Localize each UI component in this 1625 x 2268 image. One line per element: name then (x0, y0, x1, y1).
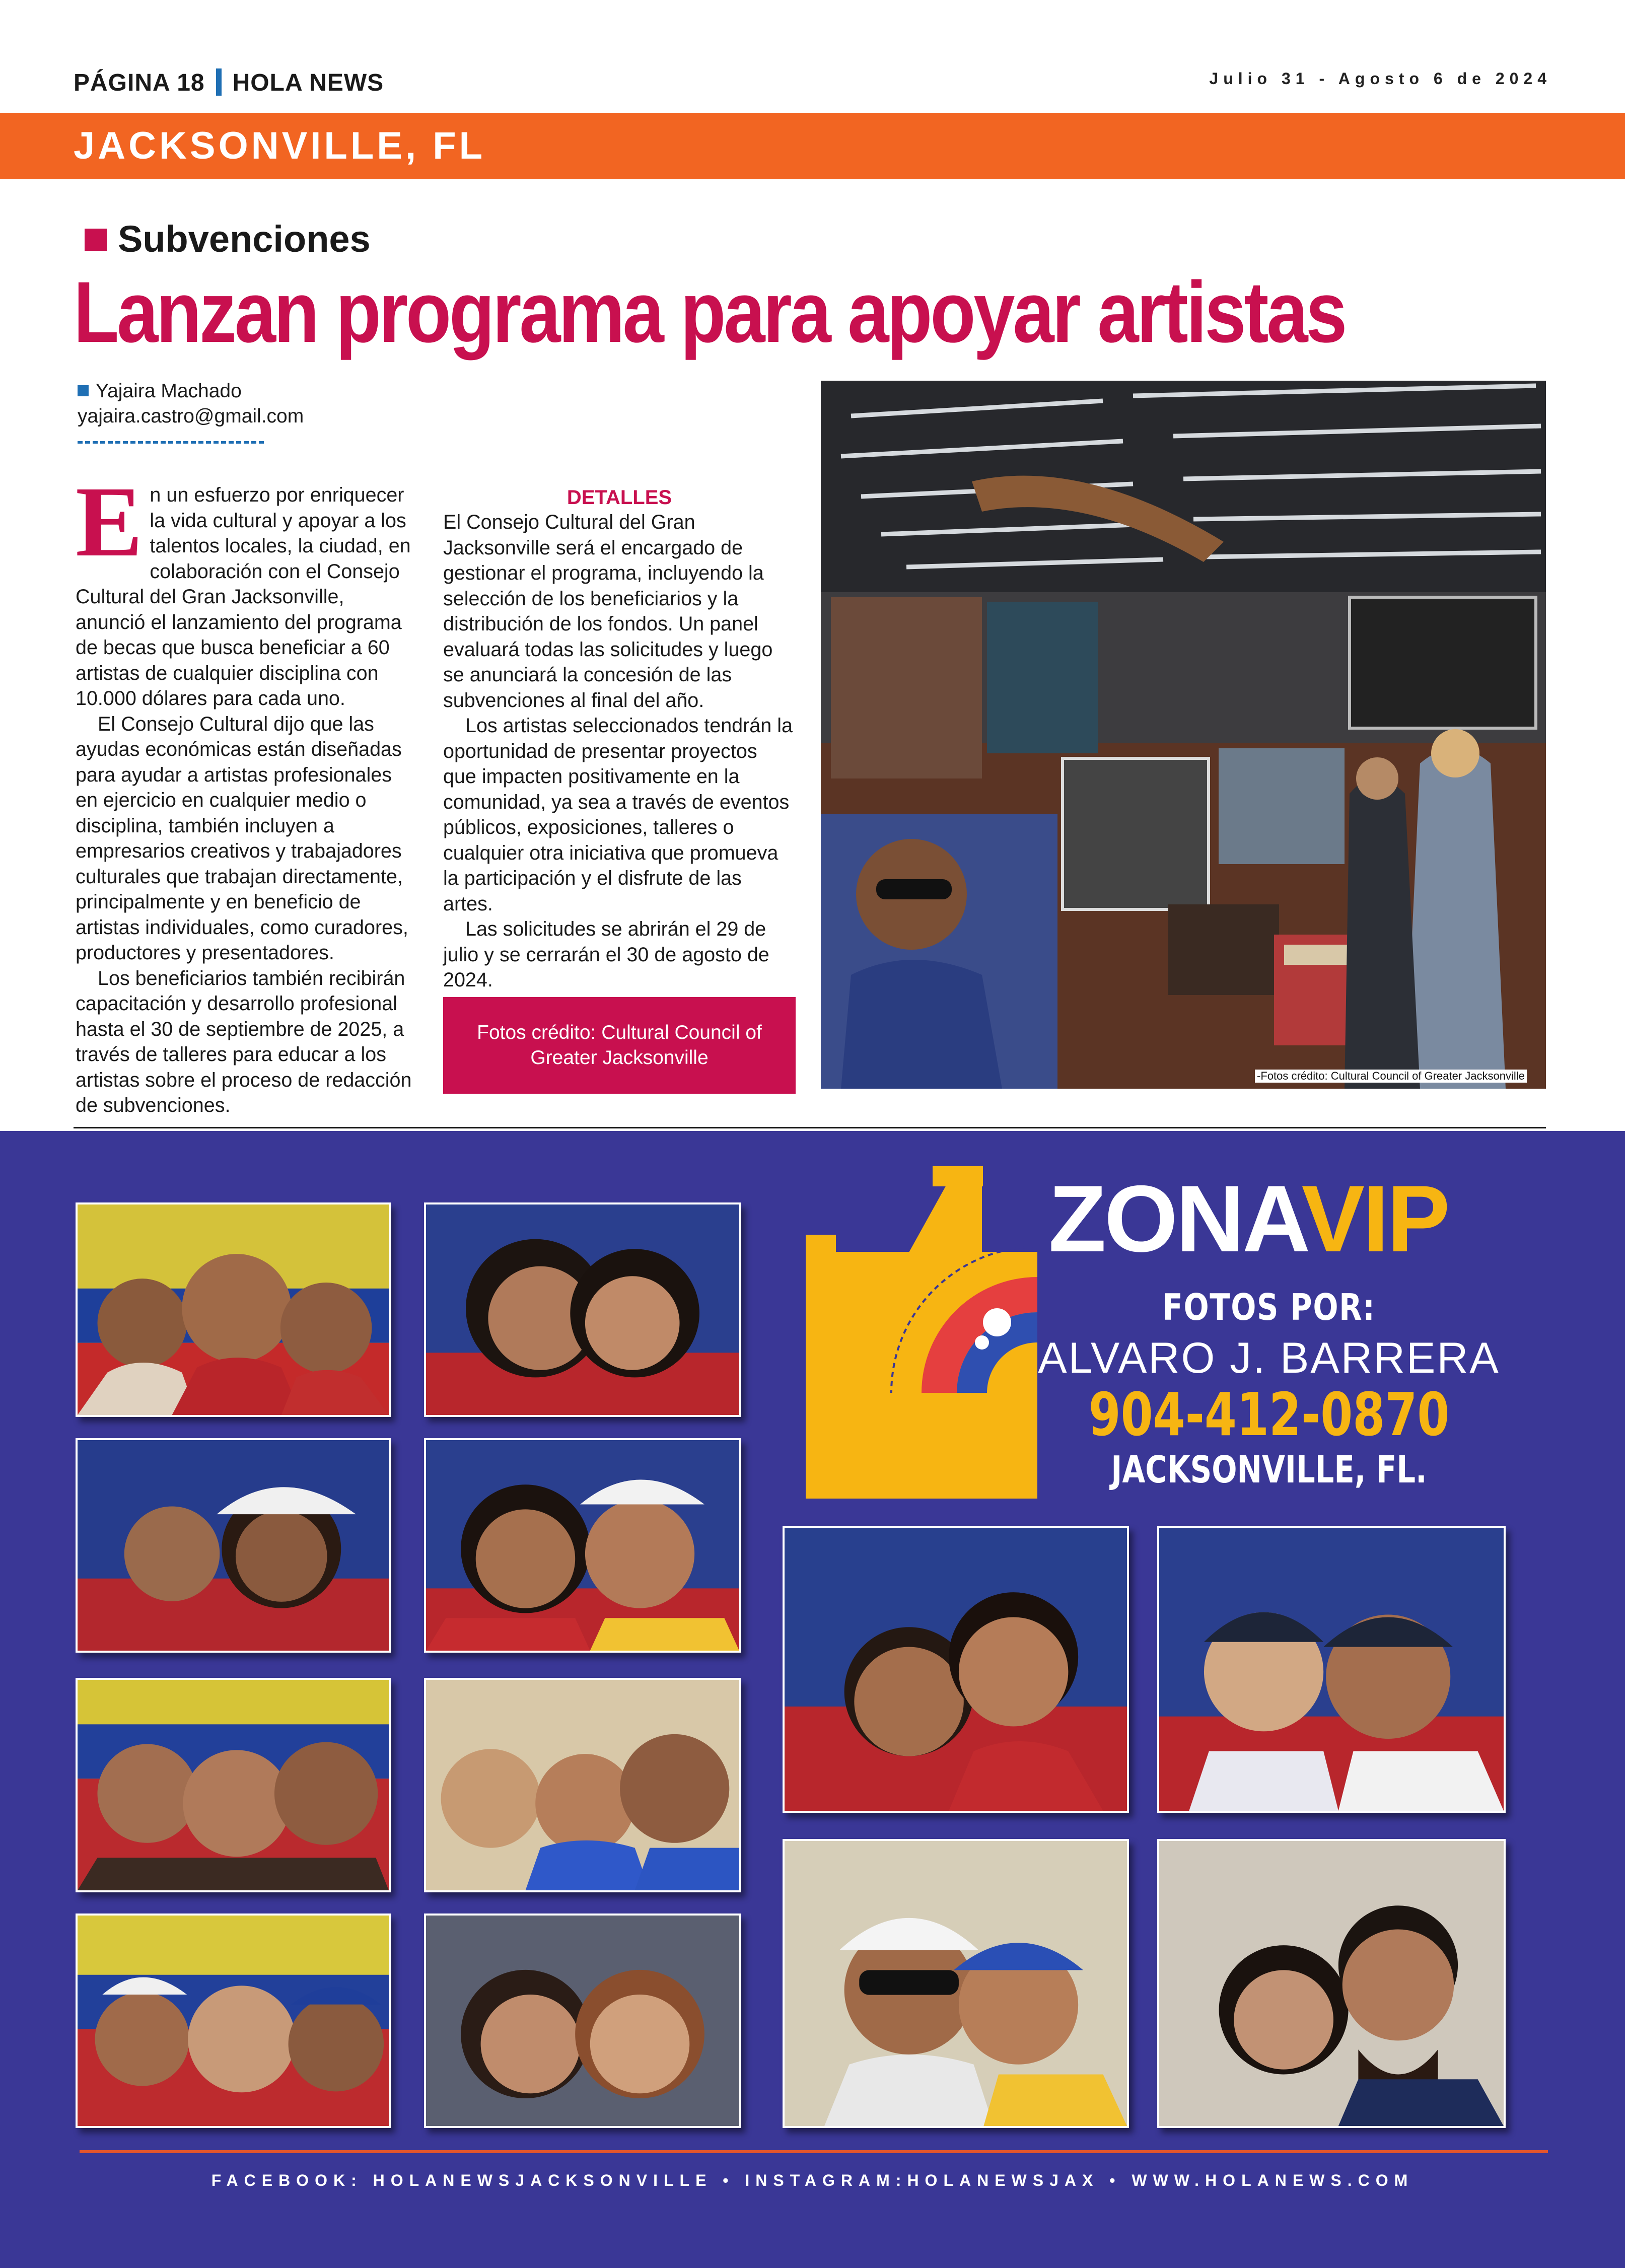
issue-date: Julio 31 - Agosto 6 de 2024 (1209, 69, 1551, 88)
article-subhead: DETALLES (567, 486, 672, 509)
photo-tile-1-image (78, 1204, 389, 1415)
photo-tile-3-image (78, 1440, 389, 1651)
article-photo-exhibit-hall (821, 381, 1546, 1089)
photo-tile-12-image (1159, 1841, 1504, 2126)
camera-logo-graphic (806, 1166, 1037, 1499)
fotos-por-label: FOTOS POR: (1162, 1286, 1376, 1328)
drop-cap: E (76, 466, 143, 578)
zona-word: ZONA (1048, 1166, 1302, 1271)
kicker-square-icon (85, 229, 107, 251)
author-name: Yajaira Machado (96, 380, 242, 402)
kicker-label: Subvenciones (118, 218, 371, 260)
photo-tile-12 (1157, 1839, 1506, 2128)
paragraph-3-text: Los beneficiarios también recibirán capacitación y desarrollo profesional hasta el 30 de septiembre de 2025, a través de talleres para educar a los artistas sobre el proceso de redacción de subvenciones. (76, 967, 412, 1116)
byline-rule (78, 441, 264, 444)
article-column-2 (443, 379, 796, 993)
main-photo-caption: -Fotos crédito: Cultural Council of Greater Jacksonville (1255, 1070, 1527, 1083)
photo-tile-3 (76, 1438, 391, 1653)
photo-tile-11 (783, 1839, 1129, 2128)
page-number: PÁGINA 18 (74, 69, 205, 96)
paragraph-2: El Consejo Cultural dijo que las ayudas económicas están diseñadas para ayudar a artistas profesionales en ejercicio en cualquier medio o disciplina, también incluyen a empresarios creativos y trabajadores culturales que trabajan directamente, principalmente y en beneficio de artistas individuales, como curadores, productores y presentadores. (76, 713, 408, 964)
photo-tile-11-image (785, 1841, 1127, 2126)
photo-tile-7-image (78, 1916, 389, 2126)
folio-separator (216, 68, 222, 96)
photo-tile-2 (424, 1202, 741, 1417)
exhibit-hall-illustration (821, 381, 1546, 1089)
byline-square-icon (78, 385, 89, 396)
photo-tile-9 (783, 1526, 1129, 1813)
paragraph-4: El Consejo Cultural del Gran Jacksonville será el encargado de gestionar el programa, incluyendo la selección de los beneficiarios y la distribución de los fondos. Un panel evaluará todas las solicitudes y luego se anunciará la concesión de las subvenciones al final del año. (443, 511, 773, 712)
social-footer: FACEBOOK: HOLANEWSJACKSONVILLE • INSTAGRAM:HOLANEWSJAX • WWW.HOLANEWS.COM (211, 2171, 1414, 2189)
paragraph-1: n un esfuerzo por enriquecer la vida cultural y apoyar a los talentos locales, la ciudad, en colaboración con el Consejo Cultural del Gran Jacksonville, anunció el lanzamiento del programa de becas que busca beneficiar a 60 artistas de cualquier disciplina con 10.000 dólares para cada uno. (76, 484, 411, 710)
photographer-name: ALVARO J. BARRERA (1038, 1334, 1500, 1382)
byline (78, 379, 304, 444)
photo-tile-6-image (426, 1680, 739, 1890)
photo-tile-6 (424, 1678, 741, 1892)
article-headline: Lanzan programa para apoyar artistas (74, 264, 1346, 361)
paragraph-5: Los artistas seleccionados tendrán la oportunidad de presentar proyectos que impacten positivamente en la comunidad, ya sea a través de eventos públicos, exposiciones, talleres o cualquier otra iniciativa que promueva la participación y el disfrute de las artes. (443, 715, 793, 915)
photo-tile-5 (76, 1678, 391, 1892)
photo-tile-2-image (426, 1204, 739, 1415)
paragraph-3 (76, 966, 418, 1118)
photo-tile-4 (424, 1438, 741, 1653)
photo-tile-5-image (78, 1680, 389, 1890)
column-2-continuation-space (443, 379, 796, 474)
photo-credit-text: Fotos crédito: Cultural Council of Greater Jacksonville (477, 1022, 762, 1069)
footer-rule (80, 2150, 1548, 2153)
author-email: yajaira.castro@gmail.com (78, 405, 304, 427)
photo-tile-8-image (426, 1916, 739, 2126)
masthead (74, 64, 1551, 105)
section-divider (74, 1127, 1546, 1128)
photo-credit-box (443, 997, 796, 1094)
photo-tile-1 (76, 1202, 391, 1417)
photo-tile-9-image (785, 1528, 1127, 1811)
section-title: JACKSONVILLE, FL (74, 124, 486, 167)
photo-tile-4-image (426, 1440, 739, 1651)
article-kicker (85, 218, 371, 260)
zona-vip-title (1048, 1166, 1448, 1271)
photographer-phone: 904-412-0870 (1088, 1380, 1450, 1449)
photo-tile-8 (424, 1913, 741, 2128)
paragraph-6: Las solicitudes se abrirán el 29 de julio y se cerrarán el 30 de agosto de 2024. (443, 918, 769, 991)
photographer-city: JACKSONVILLE, FL. (1111, 1448, 1427, 1492)
photo-tile-7 (76, 1913, 391, 2128)
publication-name: HOLA NEWS (232, 69, 384, 96)
section-banner (0, 113, 1625, 179)
photo-tile-10-image (1159, 1528, 1504, 1811)
zona-vip-camera-logo-icon (806, 1166, 1037, 1499)
photo-tile-10 (1157, 1526, 1506, 1813)
article-column-1 (76, 466, 418, 1118)
vip-word: VIP (1301, 1166, 1448, 1271)
page-folio (74, 68, 384, 97)
